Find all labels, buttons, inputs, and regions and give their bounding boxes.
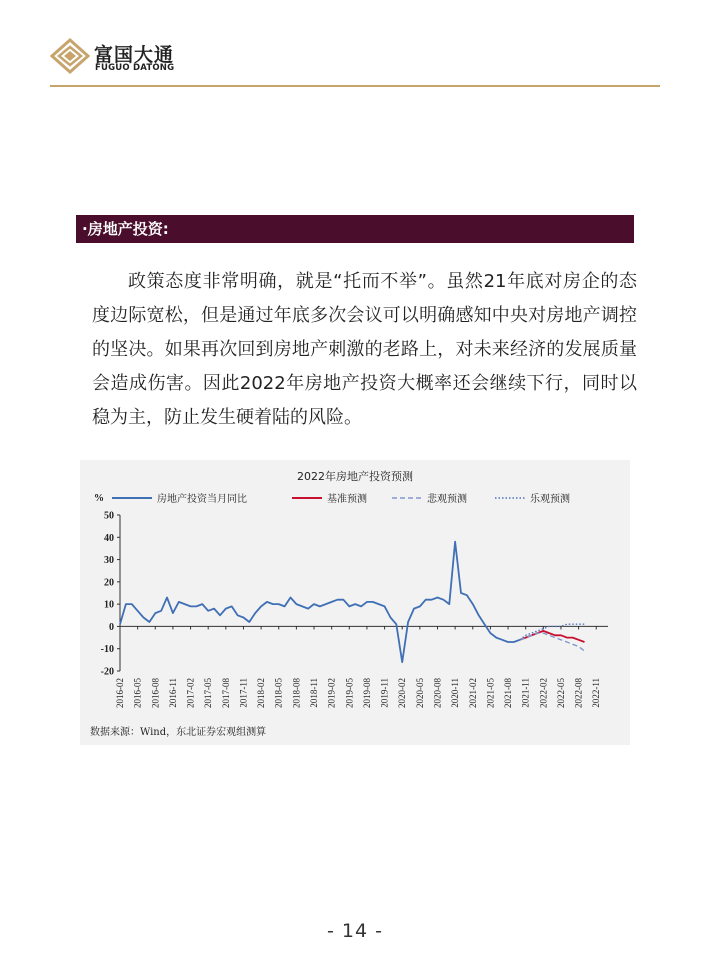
y-tick-label: 30 xyxy=(104,555,114,567)
chart-legend xyxy=(112,492,570,505)
x-tick-label: 2018-02 xyxy=(256,678,267,708)
chart-source-note: 数据来源：Wind，东北证券宏观组测算 xyxy=(90,727,267,738)
y-tick-label: 0 xyxy=(109,621,114,633)
x-tick-label: 2020-02 xyxy=(397,678,408,708)
legend-label: 房地产投资当月同比 xyxy=(157,494,247,505)
y-tick-label: 40 xyxy=(104,532,114,544)
x-tick-label: 2017-02 xyxy=(185,678,196,708)
y-tick-label: 10 xyxy=(104,599,114,611)
series-lines xyxy=(120,542,585,662)
x-tick-label: 2020-11 xyxy=(450,678,461,708)
y-tick-label: 20 xyxy=(104,577,114,589)
x-tick-label: 2018-11 xyxy=(309,678,320,708)
x-tick-label: 2016-02 xyxy=(115,678,125,708)
x-axis xyxy=(115,626,608,708)
y-tick-label: -10 xyxy=(100,644,114,656)
x-tick-label: 2022-11 xyxy=(591,678,602,708)
x-tick-label: 2018-08 xyxy=(291,678,302,708)
x-tick-label: 2022-08 xyxy=(573,678,584,708)
legend-label: 悲观预测 xyxy=(427,494,467,505)
section-title-bar: ·房地产投资: xyxy=(76,215,634,243)
series-line-悲观预测 xyxy=(520,633,585,651)
x-tick-label: 2017-08 xyxy=(220,678,231,708)
x-tick-label: 2020-05 xyxy=(414,678,425,708)
x-tick-label: 2021-08 xyxy=(503,678,514,708)
legend-label: 基准预测 xyxy=(327,494,367,505)
legend-label: 乐观预测 xyxy=(530,494,570,505)
paragraph-text: 政策态度非常明确，就是“托而不举”。虽然21年底对房企的态度边际宽松，但是通过年底多次会议可以明确感知中央对房地产调控的坚决。如果再次回到房地产刺激的老路上，对未来经济的发展质量会造成伤害。因此2022年房地产投资大概率还会继续下行，同时以稳为主，防止发生硬着陆的风险。 xyxy=(92,271,637,428)
y-tick-label: -20 xyxy=(100,666,114,678)
x-tick-label: 2019-08 xyxy=(361,678,372,708)
diamond-logo-icon xyxy=(50,38,90,74)
x-tick-label: 2022-05 xyxy=(555,678,566,708)
x-tick-label: 2017-05 xyxy=(203,678,214,708)
y-axis xyxy=(101,511,120,678)
x-tick-label: 2016-05 xyxy=(132,678,143,708)
page-header xyxy=(50,38,660,88)
x-tick-label: 2019-05 xyxy=(344,678,355,708)
chart-container xyxy=(80,460,630,745)
x-tick-label: 2019-11 xyxy=(379,678,390,708)
header-divider xyxy=(50,85,660,87)
x-tick-label: 2021-02 xyxy=(467,678,478,708)
x-tick-label: 2016-11 xyxy=(167,678,178,708)
x-tick-label: 2022-02 xyxy=(538,678,549,708)
brand-name-cn: 富国大通 xyxy=(94,44,175,66)
chart-title: 2022年房地产投资预测 xyxy=(297,470,413,483)
line-chart xyxy=(80,460,630,745)
y-axis-unit: % xyxy=(94,493,104,504)
x-tick-label: 2019-02 xyxy=(326,678,337,708)
y-tick-label: 50 xyxy=(104,510,114,522)
series-line-房地产投资当月同比 xyxy=(120,542,520,662)
x-tick-label: 2017-11 xyxy=(238,678,249,708)
x-tick-label: 2021-05 xyxy=(485,678,496,708)
x-tick-label: 2016-08 xyxy=(150,678,161,708)
body-paragraph xyxy=(92,265,637,435)
x-tick-label: 2020-08 xyxy=(432,678,443,708)
brand-name-en: FUGUO DATONG xyxy=(95,63,175,73)
page-number: - 14 - xyxy=(327,920,383,942)
x-tick-label: 2018-05 xyxy=(273,678,284,708)
x-tick-label: 2021-11 xyxy=(520,678,531,708)
